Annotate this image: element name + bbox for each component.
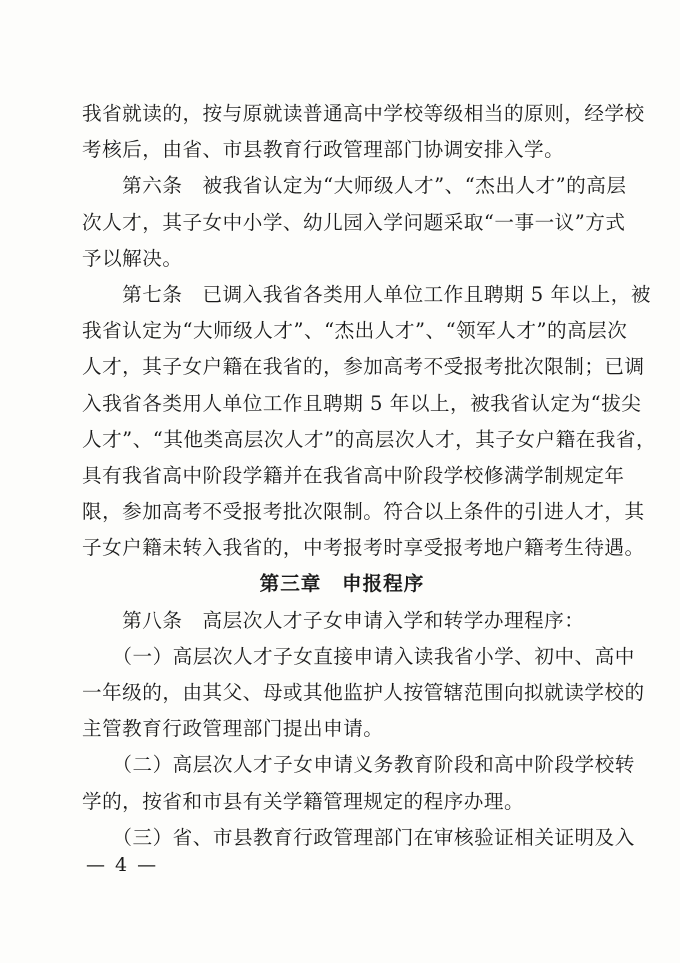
text-line: 主管教育行政管理部门提出申请。 bbox=[82, 717, 384, 741]
document-body bbox=[82, 96, 657, 856]
text-line: 一年级的，由其父、母或其他监护人按管辖范围向拟就读学校的 bbox=[82, 681, 645, 704]
page-number: — 4 — bbox=[86, 854, 159, 876]
text-line: 学的，按省和市县有关学籍管理规定的程序办理。 bbox=[82, 789, 525, 813]
text-line: 予以解决。 bbox=[82, 246, 183, 270]
text-line: 第六条 被我省认定为“大师级人才”、“杰出人才”的高层 bbox=[82, 174, 627, 198]
paragraph bbox=[82, 277, 657, 567]
text-line: 限，参加高考不受报考批次限制。符合以上条件的引进人才，其 bbox=[82, 500, 645, 524]
text-line: 子女户籍未转入我省的，中考报考时享受报考地户籍考生待遇。 bbox=[82, 536, 645, 560]
text-line: 第七条 已调入我省各类用人单位工作且聘期 5 年以上，被 bbox=[82, 282, 651, 306]
paragraph bbox=[82, 603, 602, 639]
text-line: 具有我省高中阶段学籍并在我省高中阶段学校修满学制规定年 bbox=[82, 463, 625, 487]
text-line: （一）高层次人才子女直接申请入读我省小学、初中、高中 bbox=[82, 644, 635, 668]
chapter-heading bbox=[82, 566, 602, 602]
paragraph bbox=[82, 747, 635, 819]
text-line: 我省就读的，按与原就读普通高中学校等级相当的原则，经学校 bbox=[82, 102, 645, 125]
text-line: （三）省、市县教育行政管理部门在审核验证相关证明及入 bbox=[82, 825, 635, 849]
paragraph bbox=[82, 639, 645, 748]
text-line: 第八条 高层次人才子女申请入学和转学办理程序： bbox=[82, 608, 585, 632]
text-line: 人才”、“其他类高层次人才”的高层次人才，其子女户籍在我省， bbox=[82, 427, 657, 451]
paragraph bbox=[82, 168, 627, 277]
paragraph bbox=[82, 96, 645, 168]
text-line: 次人才，其子女中小学、幼儿园入学问题采取“一事一议”方式 bbox=[82, 210, 626, 234]
chapter-heading-text: 第三章 申报程序 bbox=[259, 572, 425, 596]
text-line: （二）高层次人才子女申请义务教育阶段和高中阶段学校转 bbox=[82, 753, 635, 777]
text-line: 人才，其子女户籍在我省的，参加高考不受报考批次限制；已调 bbox=[82, 355, 645, 379]
text-line: 入我省各类用人单位工作且聘期 5 年以上，被我省认定为“拔尖 bbox=[82, 391, 642, 415]
text-line: 我省认定为“大师级人才”、“杰出人才”、“领军人才”的高层次 bbox=[82, 319, 628, 343]
paragraph bbox=[82, 820, 635, 856]
text-line: 考核后，由省、市县教育行政管理部门协调安排入学。 bbox=[82, 138, 565, 162]
